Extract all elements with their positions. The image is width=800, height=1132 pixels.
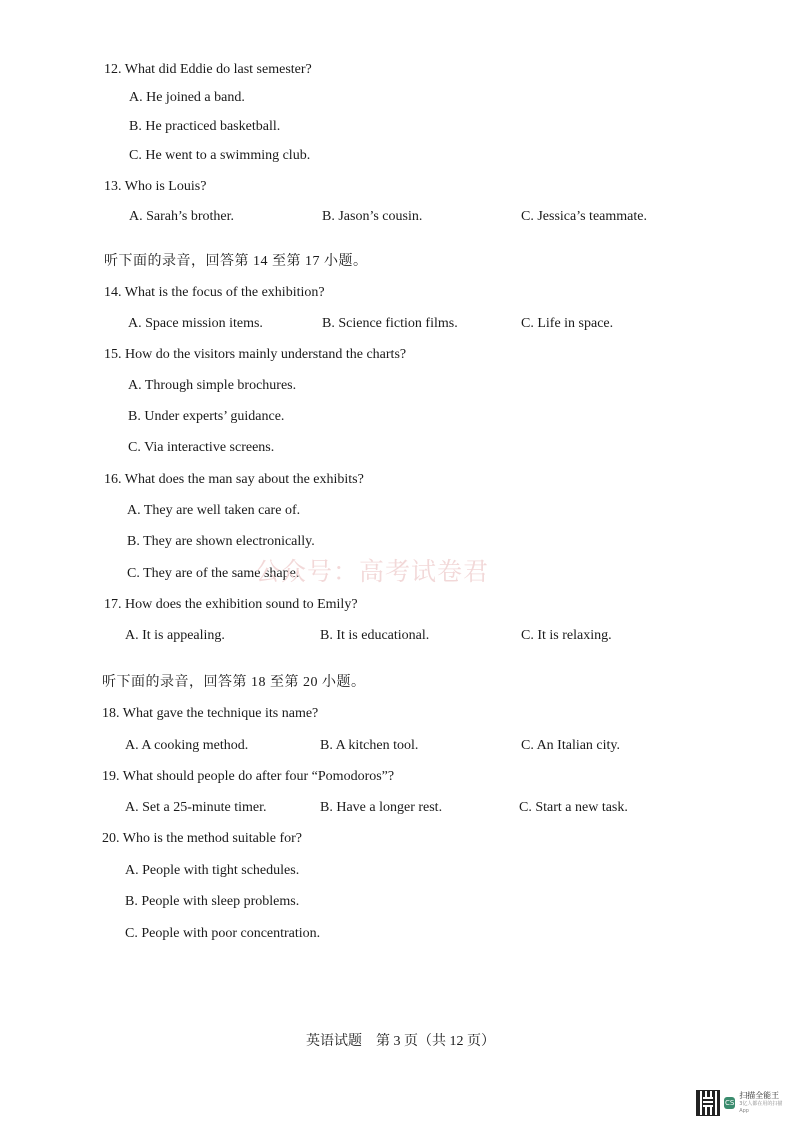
q13-option-a: A. Sarah’s brother. (129, 209, 234, 224)
q19-stem: 19. What should people do after four “Pomodoros”? (102, 769, 395, 784)
q17-option-b: B. It is educational. (320, 628, 430, 643)
q15-option-a: A. Through simple brochures. (128, 378, 297, 393)
q20-option-b: B. People with sleep problems. (125, 894, 300, 909)
q17-stem: 17. How does the exhibition sound to Emily? (104, 597, 358, 612)
q16-option-a: A. They are well taken care of. (127, 503, 301, 518)
q13-stem: 13. Who is Louis? (104, 179, 207, 194)
watermark-text: 公众号：高考试卷君 (255, 557, 490, 586)
q19-option-b: B. Have a longer rest. (320, 800, 443, 815)
section-heading-18-20: 听下面的录音，回答第 18 至第 20 小题。 (102, 675, 366, 690)
q17-option-c: C. It is relaxing. (521, 628, 612, 643)
q18-stem: 18. What gave the technique its name? (102, 706, 319, 721)
section-heading-14-17: 听下面的录音，回答第 14 至第 17 小题。 (104, 254, 368, 269)
q13-option-b: B. Jason’s cousin. (322, 209, 423, 224)
q12-option-c: C. He went to a swimming club. (129, 148, 311, 163)
q17-option-a: A. It is appealing. (125, 628, 225, 643)
badge-title: 扫描全能王 (739, 1091, 780, 1100)
badge-subtitle: 3亿人都在用的扫描App (739, 1101, 783, 1114)
q15-stem: 15. How do the visitors mainly understand the charts? (104, 347, 407, 362)
q13-option-c: C. Jessica’s teammate. (521, 209, 647, 224)
q14-option-a: A. Space mission items. (128, 316, 263, 331)
qr-code-icon (696, 1090, 720, 1116)
q12-option-a: A. He joined a band. (129, 90, 245, 105)
q14-option-b: B. Science fiction films. (322, 316, 458, 331)
q16-stem: 16. What does the man say about the exhibits? (104, 472, 364, 487)
q19-option-c: C. Start a new task. (519, 800, 628, 815)
q20-stem: 20. Who is the method suitable for? (102, 831, 302, 846)
q20-option-a: A. People with tight schedules. (125, 863, 300, 878)
q19-option-a: A. Set a 25-minute timer. (125, 800, 267, 815)
q15-option-b: B. Under experts’ guidance. (128, 409, 285, 424)
q18-option-c: C. An Italian city. (521, 738, 621, 753)
q14-stem: 14. What is the focus of the exhibition? (104, 285, 325, 300)
q18-option-b: B. A kitchen tool. (320, 738, 419, 753)
camscanner-logo-icon: CS (724, 1099, 735, 1107)
scanner-badge (696, 1088, 788, 1118)
q16-option-b: B. They are shown electronically. (127, 534, 315, 549)
q18-option-a: A. A cooking method. (125, 738, 249, 753)
q15-option-c: C. Via interactive screens. (128, 440, 275, 455)
page-footer: 英语试题 第 3 页（共 12 页） (306, 1034, 495, 1049)
q14-option-c: C. Life in space. (521, 316, 614, 331)
q12-stem: 12. What did Eddie do last semester? (104, 62, 312, 77)
q16-option-c: C. They are of the same shape. (127, 566, 300, 581)
q12-option-b: B. He practiced basketball. (129, 119, 281, 134)
q20-option-c: C. People with poor concentration. (125, 926, 321, 941)
